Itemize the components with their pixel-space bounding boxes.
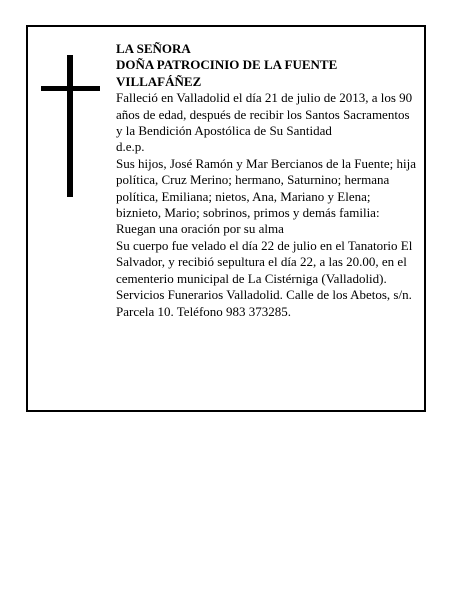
cross-vertical-bar	[67, 55, 73, 197]
obituary-title: LA SEÑORA	[116, 41, 191, 56]
dep-text: d.e.p.	[116, 139, 145, 155]
cross-icon	[41, 55, 100, 197]
obituary-text	[116, 41, 418, 320]
obituary-frame	[26, 25, 426, 412]
family-list: Sus hijos, José Ramón y Mar Bercianos de la Fuente; hija política, Cruz Merino; hermano, Saturnino; hermana política, Emiliana; nietos, Ana, Mariano y Elena; biznieto, Mario; sobrinos, primos y demás familia:	[116, 155, 417, 221]
funeral-services-contact: Servicios Funerarios Valladolid. Calle de los Abetos, s/n. Parcela 10. Teléfono 983 373285.	[116, 287, 412, 319]
deceased-name: DOÑA PATROCINIO DE LA FUENTE VILLAFÁÑEZ	[116, 57, 338, 89]
funeral-details: Su cuerpo fue velado el día 22 de julio en el Tanatorio El Salvador, y recibió sepultura el día 22, a las 20.00, en el cementerio municipal de La Cistérniga (Valladolid).	[116, 237, 413, 286]
prayer-request: Ruegan una oración por su alma	[116, 221, 284, 237]
cross-horizontal-bar	[41, 86, 100, 91]
death-notice: Falleció en Valladolid el día 21 de julio de 2013, a los 90 años de edad, después de recibir los Santos Sacramentos y la Bendición Apostólica de Su Santidad	[116, 90, 413, 139]
